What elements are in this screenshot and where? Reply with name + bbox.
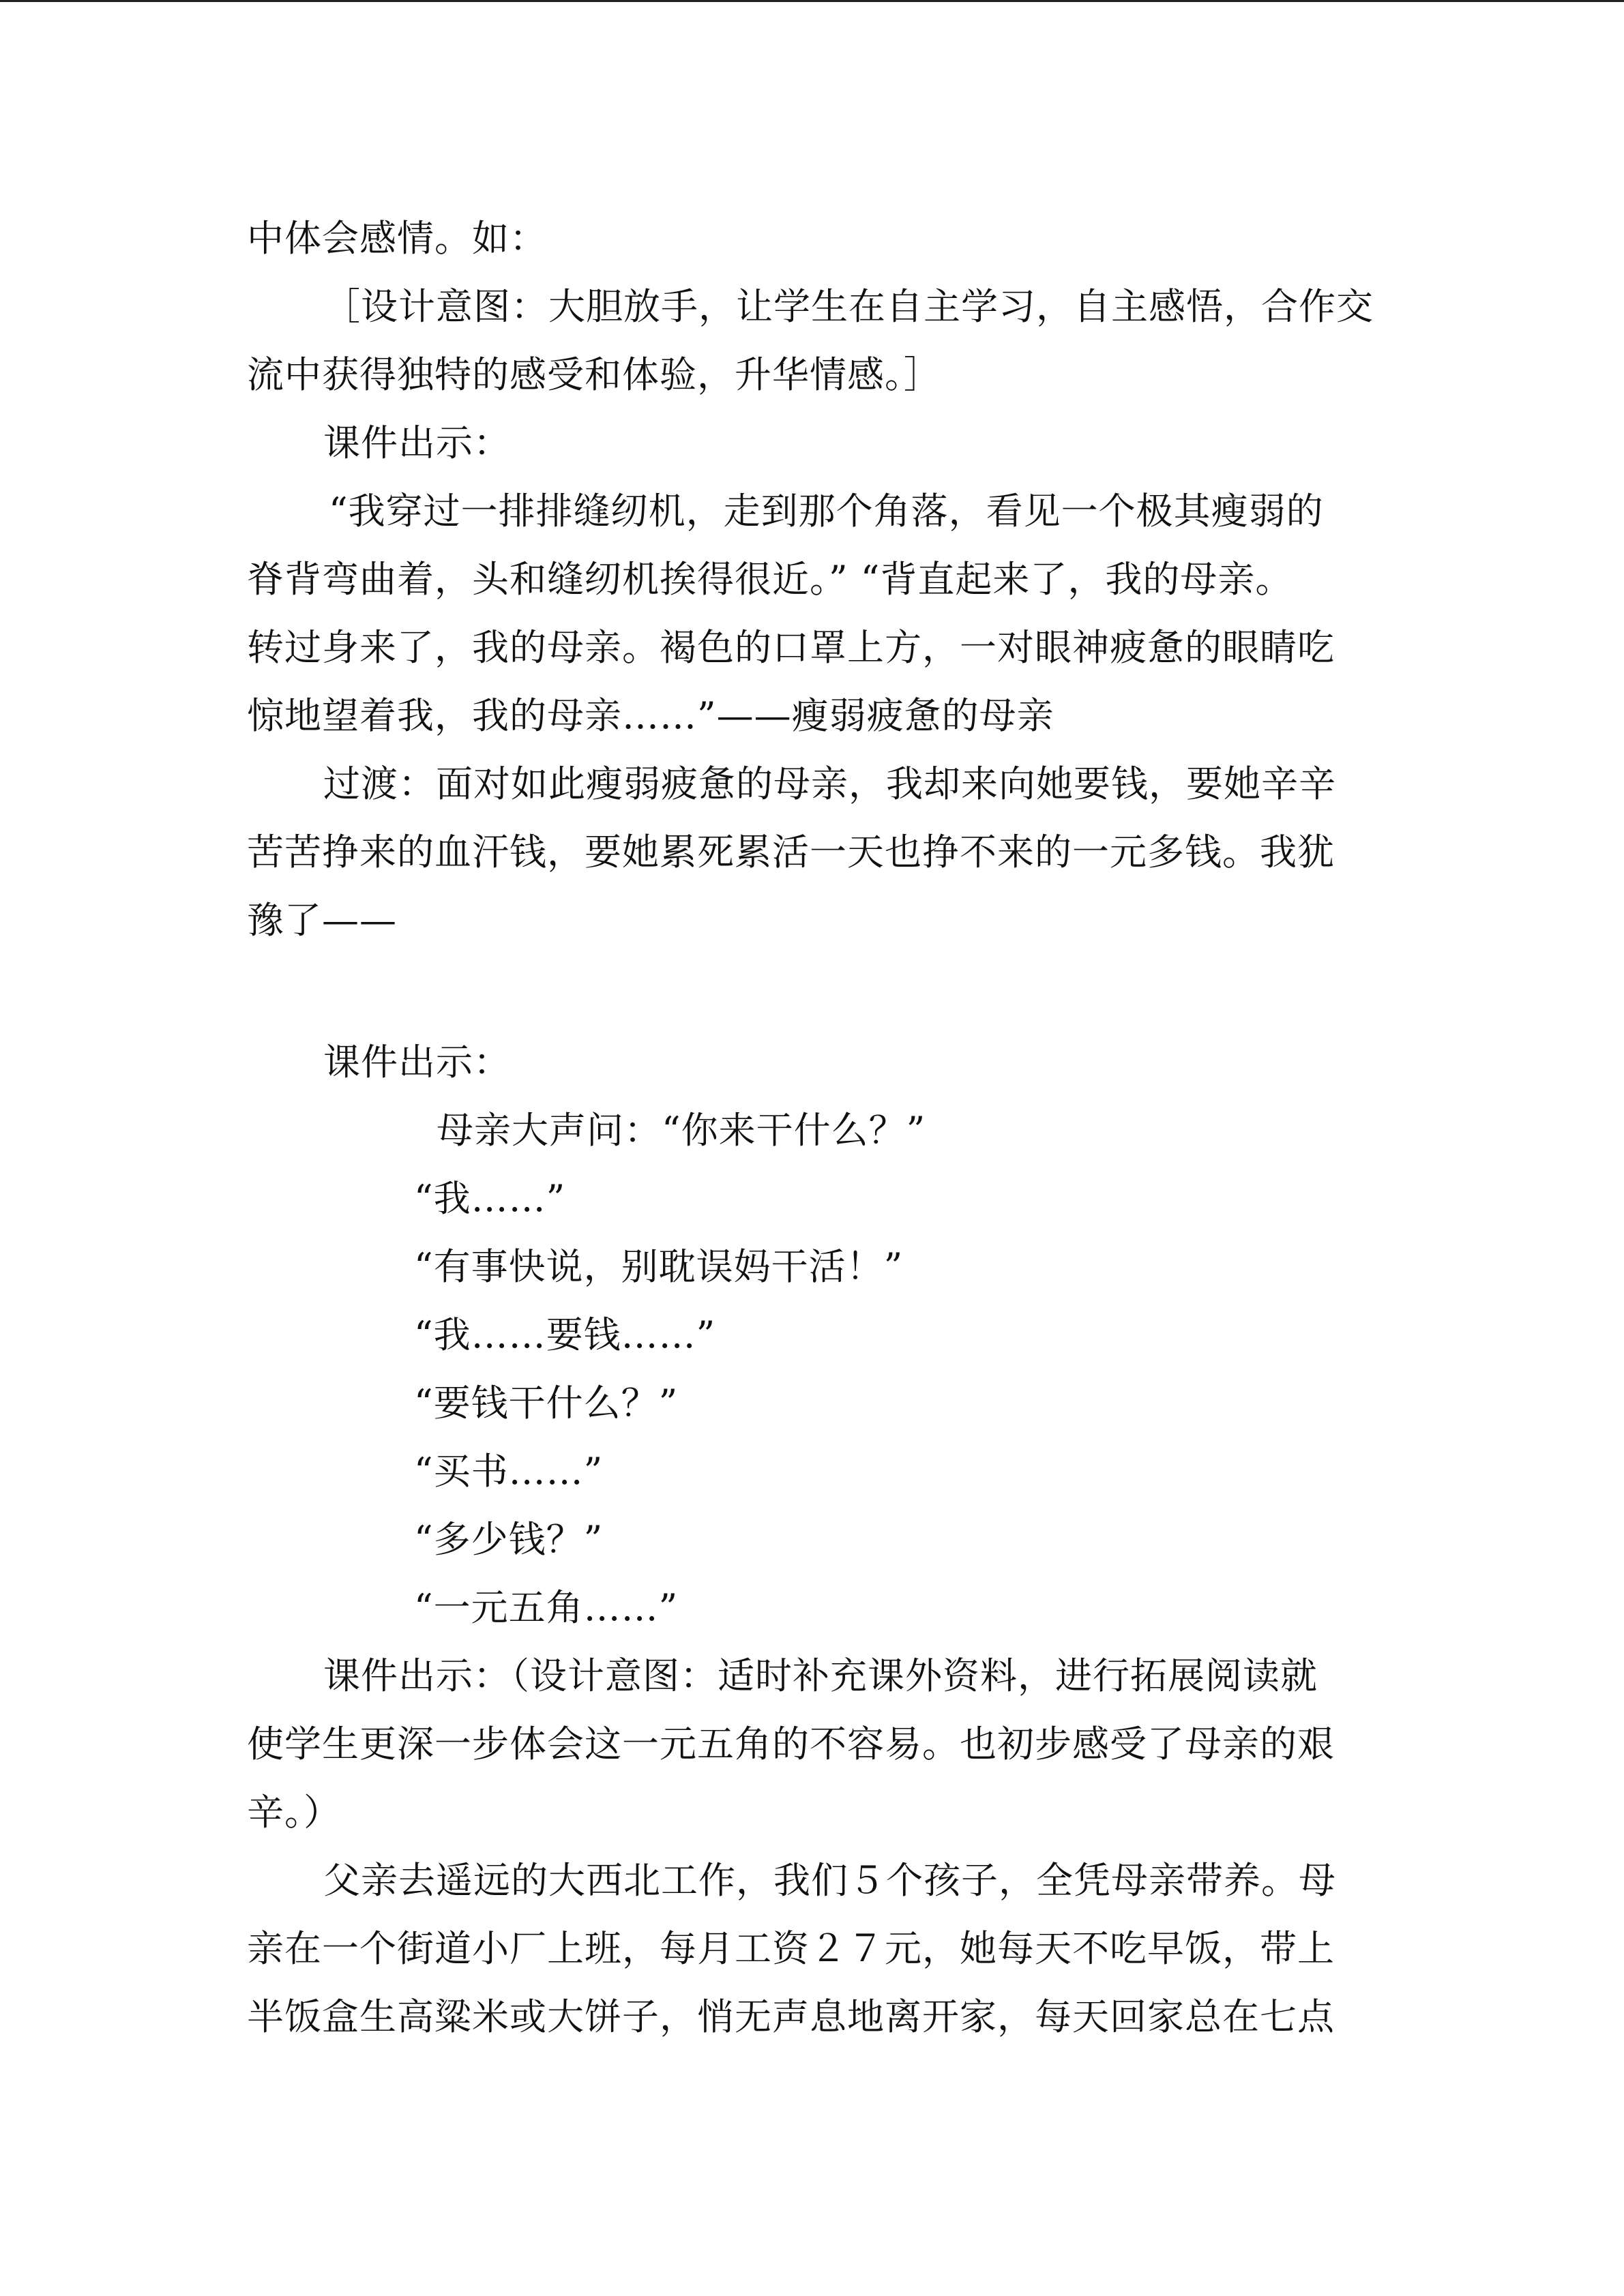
- dialogue-line: “我……要钱……”: [414, 1313, 716, 1356]
- text-line: 苦苦挣来的血汗钱，要她累死累活一天也挣不来的一元多钱。我犹: [247, 831, 1335, 874]
- dialogue-line: 母亲大声问：“你来干什么？”: [437, 1109, 926, 1152]
- design-intent-line: ［设计意图：大胆放手，让学生在自主学习，自主感悟，合作交: [323, 285, 1374, 328]
- quote-line: 转过身来了，我的母亲。褐色的口罩上方，一对眼神疲惫的眼睛吃: [247, 626, 1335, 669]
- quote-line: 惊地望着我，我的母亲……”——瘦弱疲惫的母亲: [247, 694, 1054, 737]
- quote-line: 脊背弯曲着，头和缝纫机挨得很近。” “背直起来了，我的母亲。: [247, 558, 1293, 601]
- text-line: 中体会感情。如：: [247, 217, 547, 260]
- courseware-heading: 课件出示：: [323, 421, 511, 464]
- text-line: 使学生更深一步体会这一元五角的不容易。也初步感受了母亲的艰: [247, 1723, 1335, 1765]
- quote-line: “我穿过一排排缝纫机，走到那个角落，看见一个极其瘦弱的: [329, 490, 1324, 533]
- dialogue-line: “要钱干什么？”: [414, 1382, 679, 1425]
- paragraph-line: 亲在一个街道小厂上班，每月工资２７元，她每天不吃早饭，带上: [247, 1927, 1335, 1970]
- document-page: [247, 205, 1379, 2051]
- paragraph-line: 半饭盒生高粱米或大饼子，悄无声息地离开家，每天回家总在七点: [247, 1995, 1335, 2038]
- courseware-heading: 课件出示：: [323, 1041, 511, 1084]
- blank-line: [247, 955, 1379, 1028]
- paragraph-line: 父亲去遥远的大西北工作，我们５个孩子，全凭母亲带养。母: [323, 1859, 1336, 1902]
- dialogue-line: “多少钱？”: [414, 1518, 604, 1561]
- transition-line: 过渡：面对如此瘦弱疲惫的母亲，我却来向她要钱，要她辛辛: [323, 762, 1336, 805]
- dialogue-line: “有事快说，别耽误妈干活！”: [414, 1245, 904, 1288]
- text-line: 辛。）: [247, 1791, 341, 1834]
- page-top-border: [0, 0, 1624, 2]
- text-line: 豫了——: [247, 899, 397, 942]
- dialogue-line: “买书……”: [414, 1450, 604, 1493]
- text-line: 流中获得独特的感受和体验，升华情感。］: [247, 353, 941, 396]
- dialogue-line: “一元五角……”: [414, 1586, 679, 1629]
- courseware-heading: 课件出示：（设计意图：适时补充课外资料，进行拓展阅读就: [323, 1654, 1318, 1697]
- dialogue-line: “我……”: [414, 1177, 566, 1220]
